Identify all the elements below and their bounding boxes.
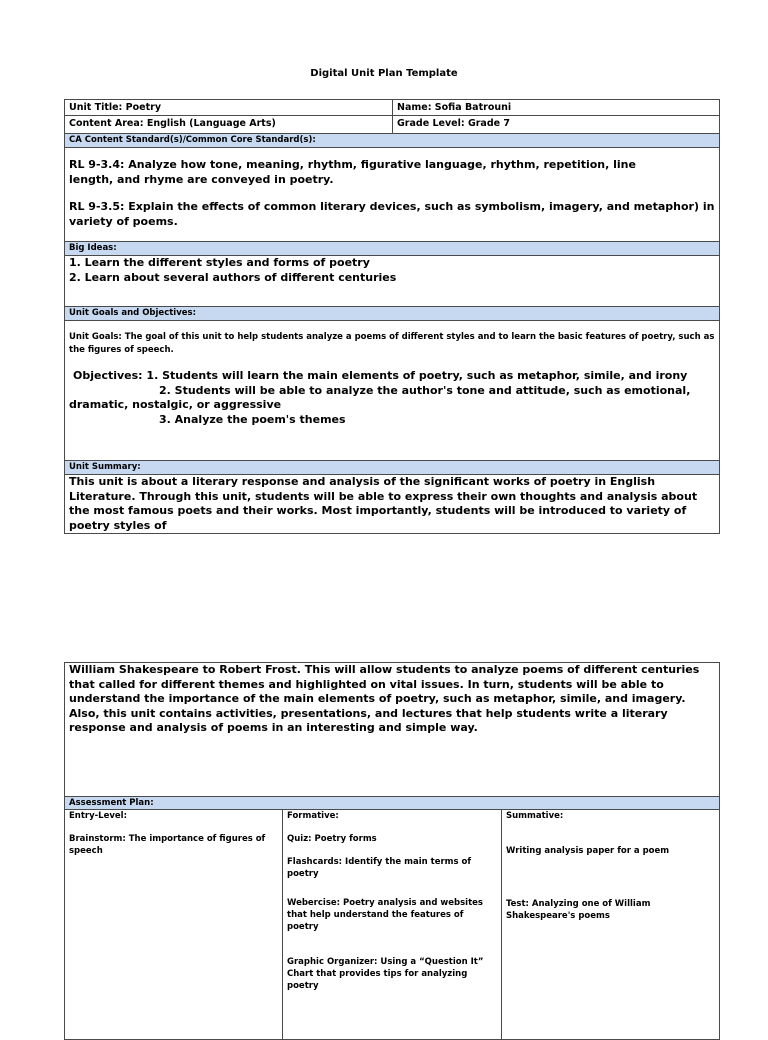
formative-quiz: Quiz: Poetry forms [287,834,377,844]
standard-rl-9-3-4: RL 9-3.4: Analyze how tone, meaning, rhythm, figurative language, rhythm, repetition, line length, and rhyme are conveyed in poetry. [69,158,636,186]
unit-plan-table-page-2 [64,662,720,1040]
big-ideas-cell [65,256,720,307]
formative-webercise: Webercise: Poetry analysis and websites that help understand the features of poetry [287,898,483,932]
formative-graphic-organizer: Graphic Organizer: Using a “Question It” Chart that provides tips for analyzing poetry [287,957,484,991]
summative-header: Summative: [506,811,564,821]
formative-header: Formative: [287,811,339,821]
formative-flashcards: Flashcards: Identify the main terms of poetry [287,857,472,879]
big-ideas-header: Big Ideas: [65,242,720,256]
summative-writing-paper: Writing analysis paper for a poem [506,846,670,856]
unit-goals-text: Unit Goals: The goal of this unit to help students analyze a poems of different styles and to learn the basic features of poetry, such as the figures of speech. [69,332,715,355]
objectives-block [69,369,715,427]
objective-3: 3. Analyze the poem's themes [159,412,346,426]
entry-level-header: Entry-Level: [69,811,127,821]
unit-title: Unit Title: Poetry [65,100,393,116]
standard-rl-9-3-5: RL 9-3.5: Explain the effects of common literary devices, such as symbolism, imagery, and metaphor) in variety of poems. [69,200,715,228]
objective-2b: dramatic, nostalgic, or aggressive [69,398,282,411]
document-title: Digital Unit Plan Template [310,68,458,79]
summative-test: Test: Analyzing one of William Shakespeare's poems [506,899,651,921]
formative-cell [283,810,502,1040]
objective-2a: 2. Students will be able to analyze the author's tone and attitude, such as emotional, [159,383,691,397]
entry-brainstorm: Brainstorm: The importance of figures of speech [69,834,266,856]
grade-level: Grade Level: Grade 7 [393,116,720,134]
summative-cell [502,810,720,1040]
unit-plan-table-page-1 [64,99,720,534]
big-idea-1: 1. Learn the different styles and forms of poetry [69,256,370,269]
assessment-header: Assessment Plan: [65,797,720,810]
standards-header: CA Content Standard(s)/Common Core Standard(s): [65,134,720,148]
summary-header: Unit Summary: [65,461,720,475]
entry-level-cell [65,810,283,1040]
big-idea-2: 2. Learn about several authors of different centuries [69,270,397,284]
objective-1: Objectives: 1. Students will learn the main elements of poetry, such as metaphor, simile, and irony [73,369,688,382]
author-name: Name: Sofia Batrouni [393,100,720,116]
content-area: Content Area: English (Language Arts) [65,116,393,134]
summary-cell-part-1: This unit is about a literary response and analysis of the significant works of poetry in English Literature. Through this unit, students will be able to express their own thoughts and analysis about the most famous poets and their works. Most importantly, students will be introduced to variety of poetry styles of [65,475,720,534]
standards-cell [65,148,720,242]
goals-header: Unit Goals and Objectives: [65,307,720,321]
goals-cell [65,321,720,461]
summary-cell-part-2: William Shakespeare to Robert Frost. This will allow students to analyze poems of different centuries that called for different themes and highlighted on vital issues. In turn, students will be able to understand the importance of the main elements of poetry, such as metaphor, simile, and imagery. Also, this unit contains activities, presentations, and lectures that help students write a literary response and analysis of poems in an interesting and simple way. [65,663,720,797]
